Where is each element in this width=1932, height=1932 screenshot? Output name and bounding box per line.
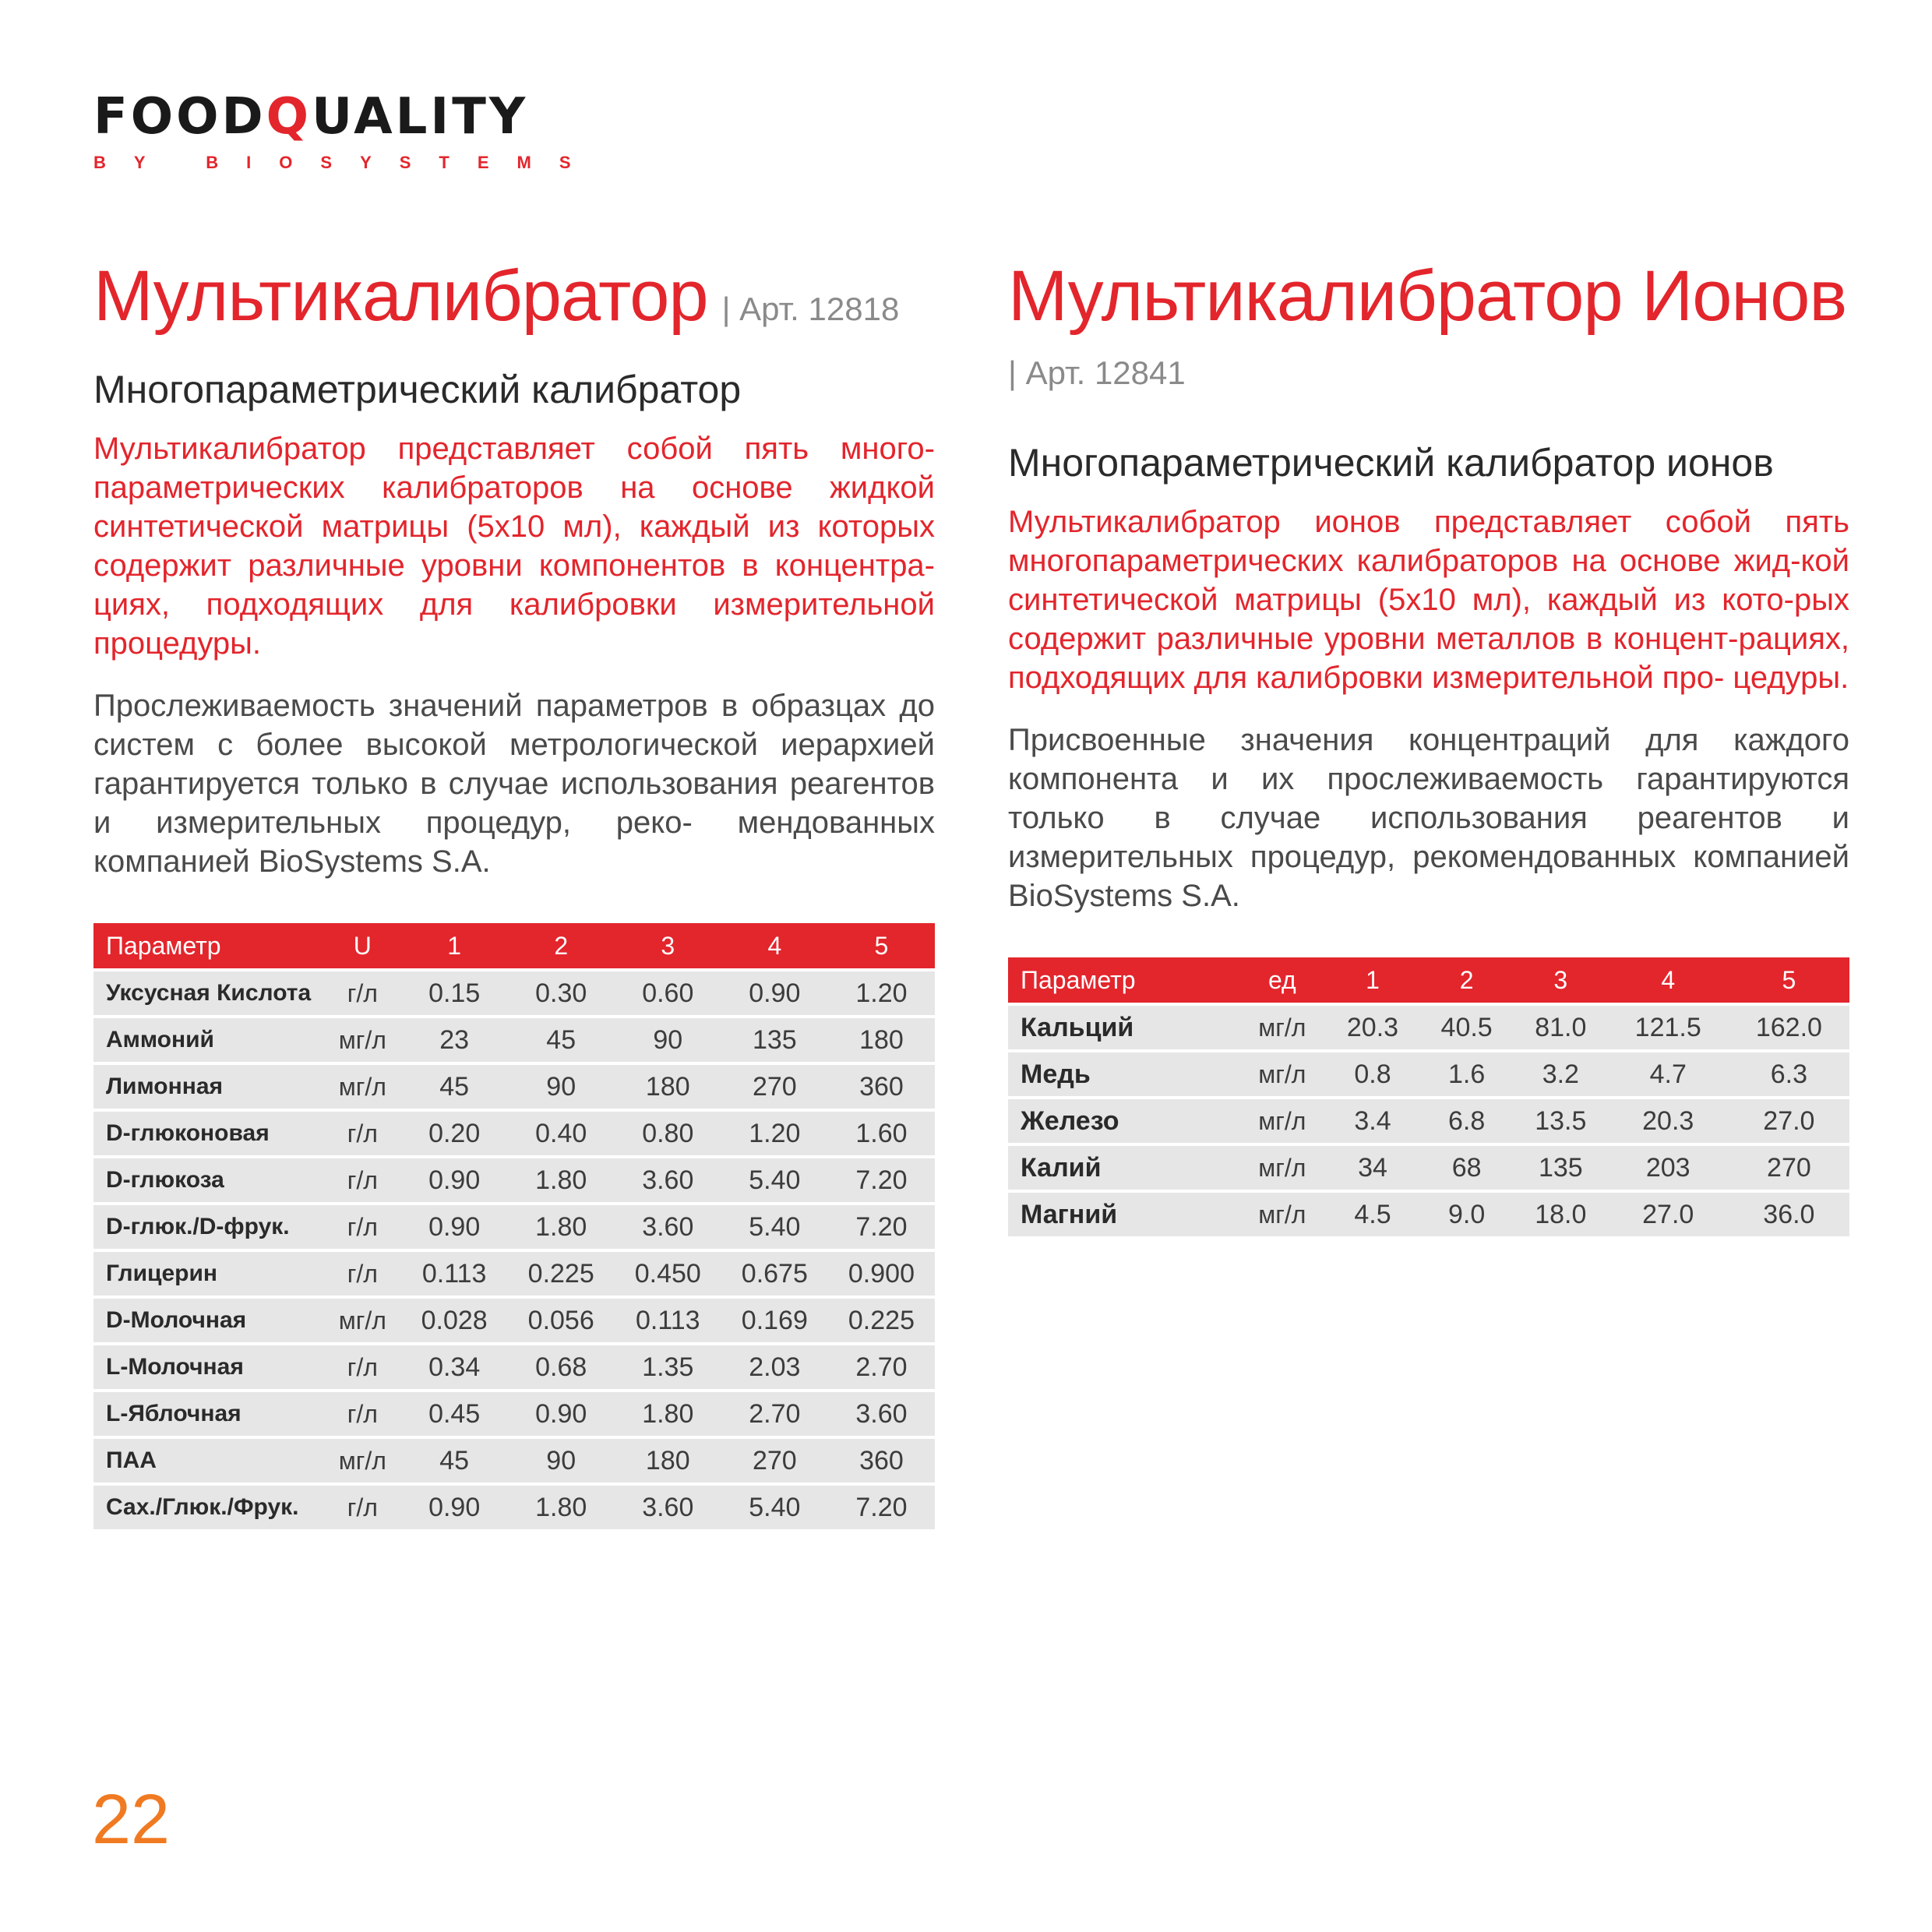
value-cell: 135 (1514, 1143, 1608, 1190)
table-row (1008, 1143, 1849, 1190)
parameter-name: D-глюконовая (93, 1109, 324, 1155)
value-cell: 23 (401, 1015, 508, 1062)
value-cell: 7.20 (828, 1202, 935, 1249)
value-cell: 0.675 (721, 1249, 828, 1296)
product-title: Мультикалибратор (93, 256, 708, 336)
value-cell: 0.80 (615, 1109, 721, 1155)
product-subtitle: Многопараметрический калибратор ионов (1008, 441, 1774, 485)
value-cell: 135 (721, 1015, 828, 1062)
table-row (93, 1296, 935, 1342)
unit-cell: мг/л (324, 1062, 401, 1109)
unit-cell: мг/л (324, 1296, 401, 1342)
value-cell: 2.70 (721, 1389, 828, 1436)
value-cell: 81.0 (1514, 1003, 1608, 1049)
column-header-level: 1 (1326, 957, 1420, 1003)
value-cell: 0.68 (508, 1342, 615, 1389)
value-cell: 1.6 (1419, 1049, 1514, 1096)
value-cell: 0.056 (508, 1296, 615, 1342)
value-cell: 0.30 (508, 968, 615, 1015)
value-cell: 360 (828, 1062, 935, 1109)
value-cell: 0.20 (401, 1109, 508, 1155)
unit-cell: мг/л (1239, 1096, 1326, 1143)
value-cell: 162.0 (1729, 1003, 1849, 1049)
value-cell: 3.60 (828, 1389, 935, 1436)
parameter-name: D-глюкоза (93, 1155, 324, 1202)
column-header-parameter: Параметр (1008, 957, 1239, 1003)
value-cell: 0.225 (828, 1296, 935, 1342)
parameter-name: Лимонная (93, 1062, 324, 1109)
column-header-level: 2 (1419, 957, 1514, 1003)
multicalibrator-section (93, 257, 935, 1529)
brand-logo (93, 88, 599, 173)
column-header-level: 2 (508, 923, 615, 968)
value-cell: 0.90 (721, 968, 828, 1015)
value-cell: 0.8 (1326, 1049, 1420, 1096)
value-cell: 1.35 (615, 1342, 721, 1389)
value-cell: 45 (401, 1062, 508, 1109)
unit-cell: мг/л (1239, 1190, 1326, 1236)
value-cell: 0.113 (401, 1249, 508, 1296)
parameter-name: ПАА (93, 1436, 324, 1482)
parameter-name: Железо (1008, 1096, 1239, 1143)
value-cell: 4.5 (1326, 1190, 1420, 1236)
value-cell: 90 (615, 1015, 721, 1062)
table-row (93, 1062, 935, 1109)
value-cell: 1.20 (721, 1109, 828, 1155)
value-cell: 0.113 (615, 1296, 721, 1342)
table-row (93, 968, 935, 1015)
product-description: Мультикалибратор представляет собой пять много-параметрических калибраторов на основе жидкой синтетической матрицы (5х10 мл), каждый из которых содержит различные уровни компонентов в концентра-циях, подходящих для калибровки измерительной процедуры. (93, 432, 935, 661)
value-cell: 0.34 (401, 1342, 508, 1389)
unit-cell: г/л (324, 1155, 401, 1202)
parameter-name: Аммоний (93, 1015, 324, 1062)
value-cell: 0.15 (401, 968, 508, 1015)
table-row (93, 1482, 935, 1529)
value-cell: 45 (401, 1436, 508, 1482)
value-cell: 0.90 (401, 1155, 508, 1202)
value-cell: 1.60 (828, 1109, 935, 1155)
parameter-name: Сах./Глюк./Фрук. (93, 1482, 324, 1529)
value-cell: 3.2 (1514, 1049, 1608, 1096)
column-header-parameter: Параметр (93, 923, 324, 968)
value-cell: 13.5 (1514, 1096, 1608, 1143)
value-cell: 360 (828, 1436, 935, 1482)
traceability-note: Присвоенные значения концентраций для каждого компонента и их прослеживаемость гарантируются только в случае использования реагентов и измерительных процедур, рекомендованных компанией BioSystems S.A. (1008, 723, 1849, 914)
value-cell: 180 (615, 1062, 721, 1109)
value-cell: 0.90 (508, 1389, 615, 1436)
article-number: | Арт. 12818 (721, 291, 900, 327)
value-cell: 5.40 (721, 1155, 828, 1202)
column-header-level: 1 (401, 923, 508, 968)
value-cell: 0.900 (828, 1249, 935, 1296)
value-cell: 20.3 (1326, 1003, 1420, 1049)
logo-wordmark: FOODQUALITY (93, 88, 529, 146)
value-cell: 9.0 (1419, 1190, 1514, 1236)
table-row (93, 1155, 935, 1202)
unit-cell: г/л (324, 1389, 401, 1436)
table-row (93, 1389, 935, 1436)
value-cell: 40.5 (1419, 1003, 1514, 1049)
logo-tagline: BY BIOSYSTEMS (93, 153, 599, 172)
parameter-name: Глицерин (93, 1249, 324, 1296)
unit-cell: мг/л (1239, 1003, 1326, 1049)
table-row (1008, 1049, 1849, 1096)
table-row (93, 1202, 935, 1249)
value-cell: 7.20 (828, 1155, 935, 1202)
unit-cell: г/л (324, 968, 401, 1015)
article-number: | Арт. 12841 (1008, 354, 1186, 392)
value-cell: 203 (1608, 1143, 1729, 1190)
value-cell: 1.80 (508, 1202, 615, 1249)
value-cell: 27.0 (1729, 1096, 1849, 1143)
parameter-name: Медь (1008, 1049, 1239, 1096)
parameter-name: L-Молочная (93, 1342, 324, 1389)
value-cell: 90 (508, 1062, 615, 1109)
unit-cell: г/л (324, 1249, 401, 1296)
calibrator-values-table (93, 923, 935, 1529)
table-row (93, 1249, 935, 1296)
table-row (93, 1015, 935, 1062)
product-title: Мультикалибратор Ионов (1008, 256, 1847, 336)
value-cell: 6.8 (1419, 1096, 1514, 1143)
value-cell: 0.450 (615, 1249, 721, 1296)
value-cell: 270 (721, 1436, 828, 1482)
column-header-unit: U (324, 923, 401, 968)
value-cell: 1.80 (615, 1389, 721, 1436)
table-header-row (93, 923, 935, 968)
value-cell: 45 (508, 1015, 615, 1062)
value-cell: 0.60 (615, 968, 721, 1015)
unit-cell: мг/л (1239, 1143, 1326, 1190)
column-header-level: 3 (1514, 957, 1608, 1003)
value-cell: 2.03 (721, 1342, 828, 1389)
column-header-level: 3 (615, 923, 721, 968)
unit-cell: г/л (324, 1482, 401, 1529)
parameter-name: Уксусная Кислота (93, 968, 324, 1015)
value-cell: 0.45 (401, 1389, 508, 1436)
parameter-name: D-глюк./D-фрук. (93, 1202, 324, 1249)
value-cell: 4.7 (1608, 1049, 1729, 1096)
value-cell: 36.0 (1729, 1190, 1849, 1236)
value-cell: 1.80 (508, 1482, 615, 1529)
column-header-level: 4 (1608, 957, 1729, 1003)
value-cell: 180 (828, 1015, 935, 1062)
unit-cell: мг/л (1239, 1049, 1326, 1096)
value-cell: 18.0 (1514, 1190, 1608, 1236)
column-header-level: 5 (1729, 957, 1849, 1003)
value-cell: 90 (508, 1436, 615, 1482)
unit-cell: г/л (324, 1202, 401, 1249)
value-cell: 5.40 (721, 1482, 828, 1529)
table-header-row (1008, 957, 1849, 1003)
value-cell: 20.3 (1608, 1096, 1729, 1143)
value-cell: 2.70 (828, 1342, 935, 1389)
column-header-level: 4 (721, 923, 828, 968)
value-cell: 270 (1729, 1143, 1849, 1190)
value-cell: 3.4 (1326, 1096, 1420, 1143)
value-cell: 6.3 (1729, 1049, 1849, 1096)
value-cell: 0.90 (401, 1202, 508, 1249)
value-cell: 270 (721, 1062, 828, 1109)
table-row (93, 1342, 935, 1389)
value-cell: 0.225 (508, 1249, 615, 1296)
value-cell: 3.60 (615, 1482, 721, 1529)
table-row (93, 1436, 935, 1482)
column-header-unit: ед (1239, 957, 1326, 1003)
unit-cell: г/л (324, 1109, 401, 1155)
value-cell: 7.20 (828, 1482, 935, 1529)
traceability-note: Прослеживаемость значений параметров в образцах до систем с более высокой метрологической иерархией гарантируется только в случае использования реагентов и измерительных процедур, реко- мендованных компанией BioSystems S.A. (93, 689, 935, 880)
value-cell: 27.0 (1608, 1190, 1729, 1236)
parameter-name: Магний (1008, 1190, 1239, 1236)
unit-cell: мг/л (324, 1015, 401, 1062)
table-row (1008, 1003, 1849, 1049)
value-cell: 34 (1326, 1143, 1420, 1190)
value-cell: 0.40 (508, 1109, 615, 1155)
value-cell: 121.5 (1608, 1003, 1729, 1049)
value-cell: 5.40 (721, 1202, 828, 1249)
parameter-name: Калий (1008, 1143, 1239, 1190)
table-row (1008, 1096, 1849, 1143)
product-subtitle: Многопараметрический калибратор (93, 368, 742, 412)
value-cell: 68 (1419, 1143, 1514, 1190)
table-row (1008, 1190, 1849, 1236)
value-cell: 1.80 (508, 1155, 615, 1202)
value-cell: 0.169 (721, 1296, 828, 1342)
value-cell: 3.60 (615, 1155, 721, 1202)
parameter-name: D-Молочная (93, 1296, 324, 1342)
parameter-name: Кальций (1008, 1003, 1239, 1049)
value-cell: 180 (615, 1436, 721, 1482)
column-header-level: 5 (828, 923, 935, 968)
ion-multicalibrator-section (1008, 257, 1849, 1236)
value-cell: 0.028 (401, 1296, 508, 1342)
unit-cell: г/л (324, 1342, 401, 1389)
product-description: Мультикалибратор ионов представляет собой пять многопараметрических калибраторов на основе жид-кой синтетической матрицы (5х10 мл), каждый из кото-рых содержит различные уровни металлов в концент-рациях, подходящих для калибровки измерительной про- цедуры. (1008, 505, 1849, 696)
parameter-name: L-Яблочная (93, 1389, 324, 1436)
value-cell: 3.60 (615, 1202, 721, 1249)
table-row (93, 1109, 935, 1155)
unit-cell: мг/л (324, 1436, 401, 1482)
ion-calibrator-values-table (1008, 957, 1849, 1236)
page-number: 22 (92, 1781, 171, 1859)
value-cell: 1.20 (828, 968, 935, 1015)
value-cell: 0.90 (401, 1482, 508, 1529)
